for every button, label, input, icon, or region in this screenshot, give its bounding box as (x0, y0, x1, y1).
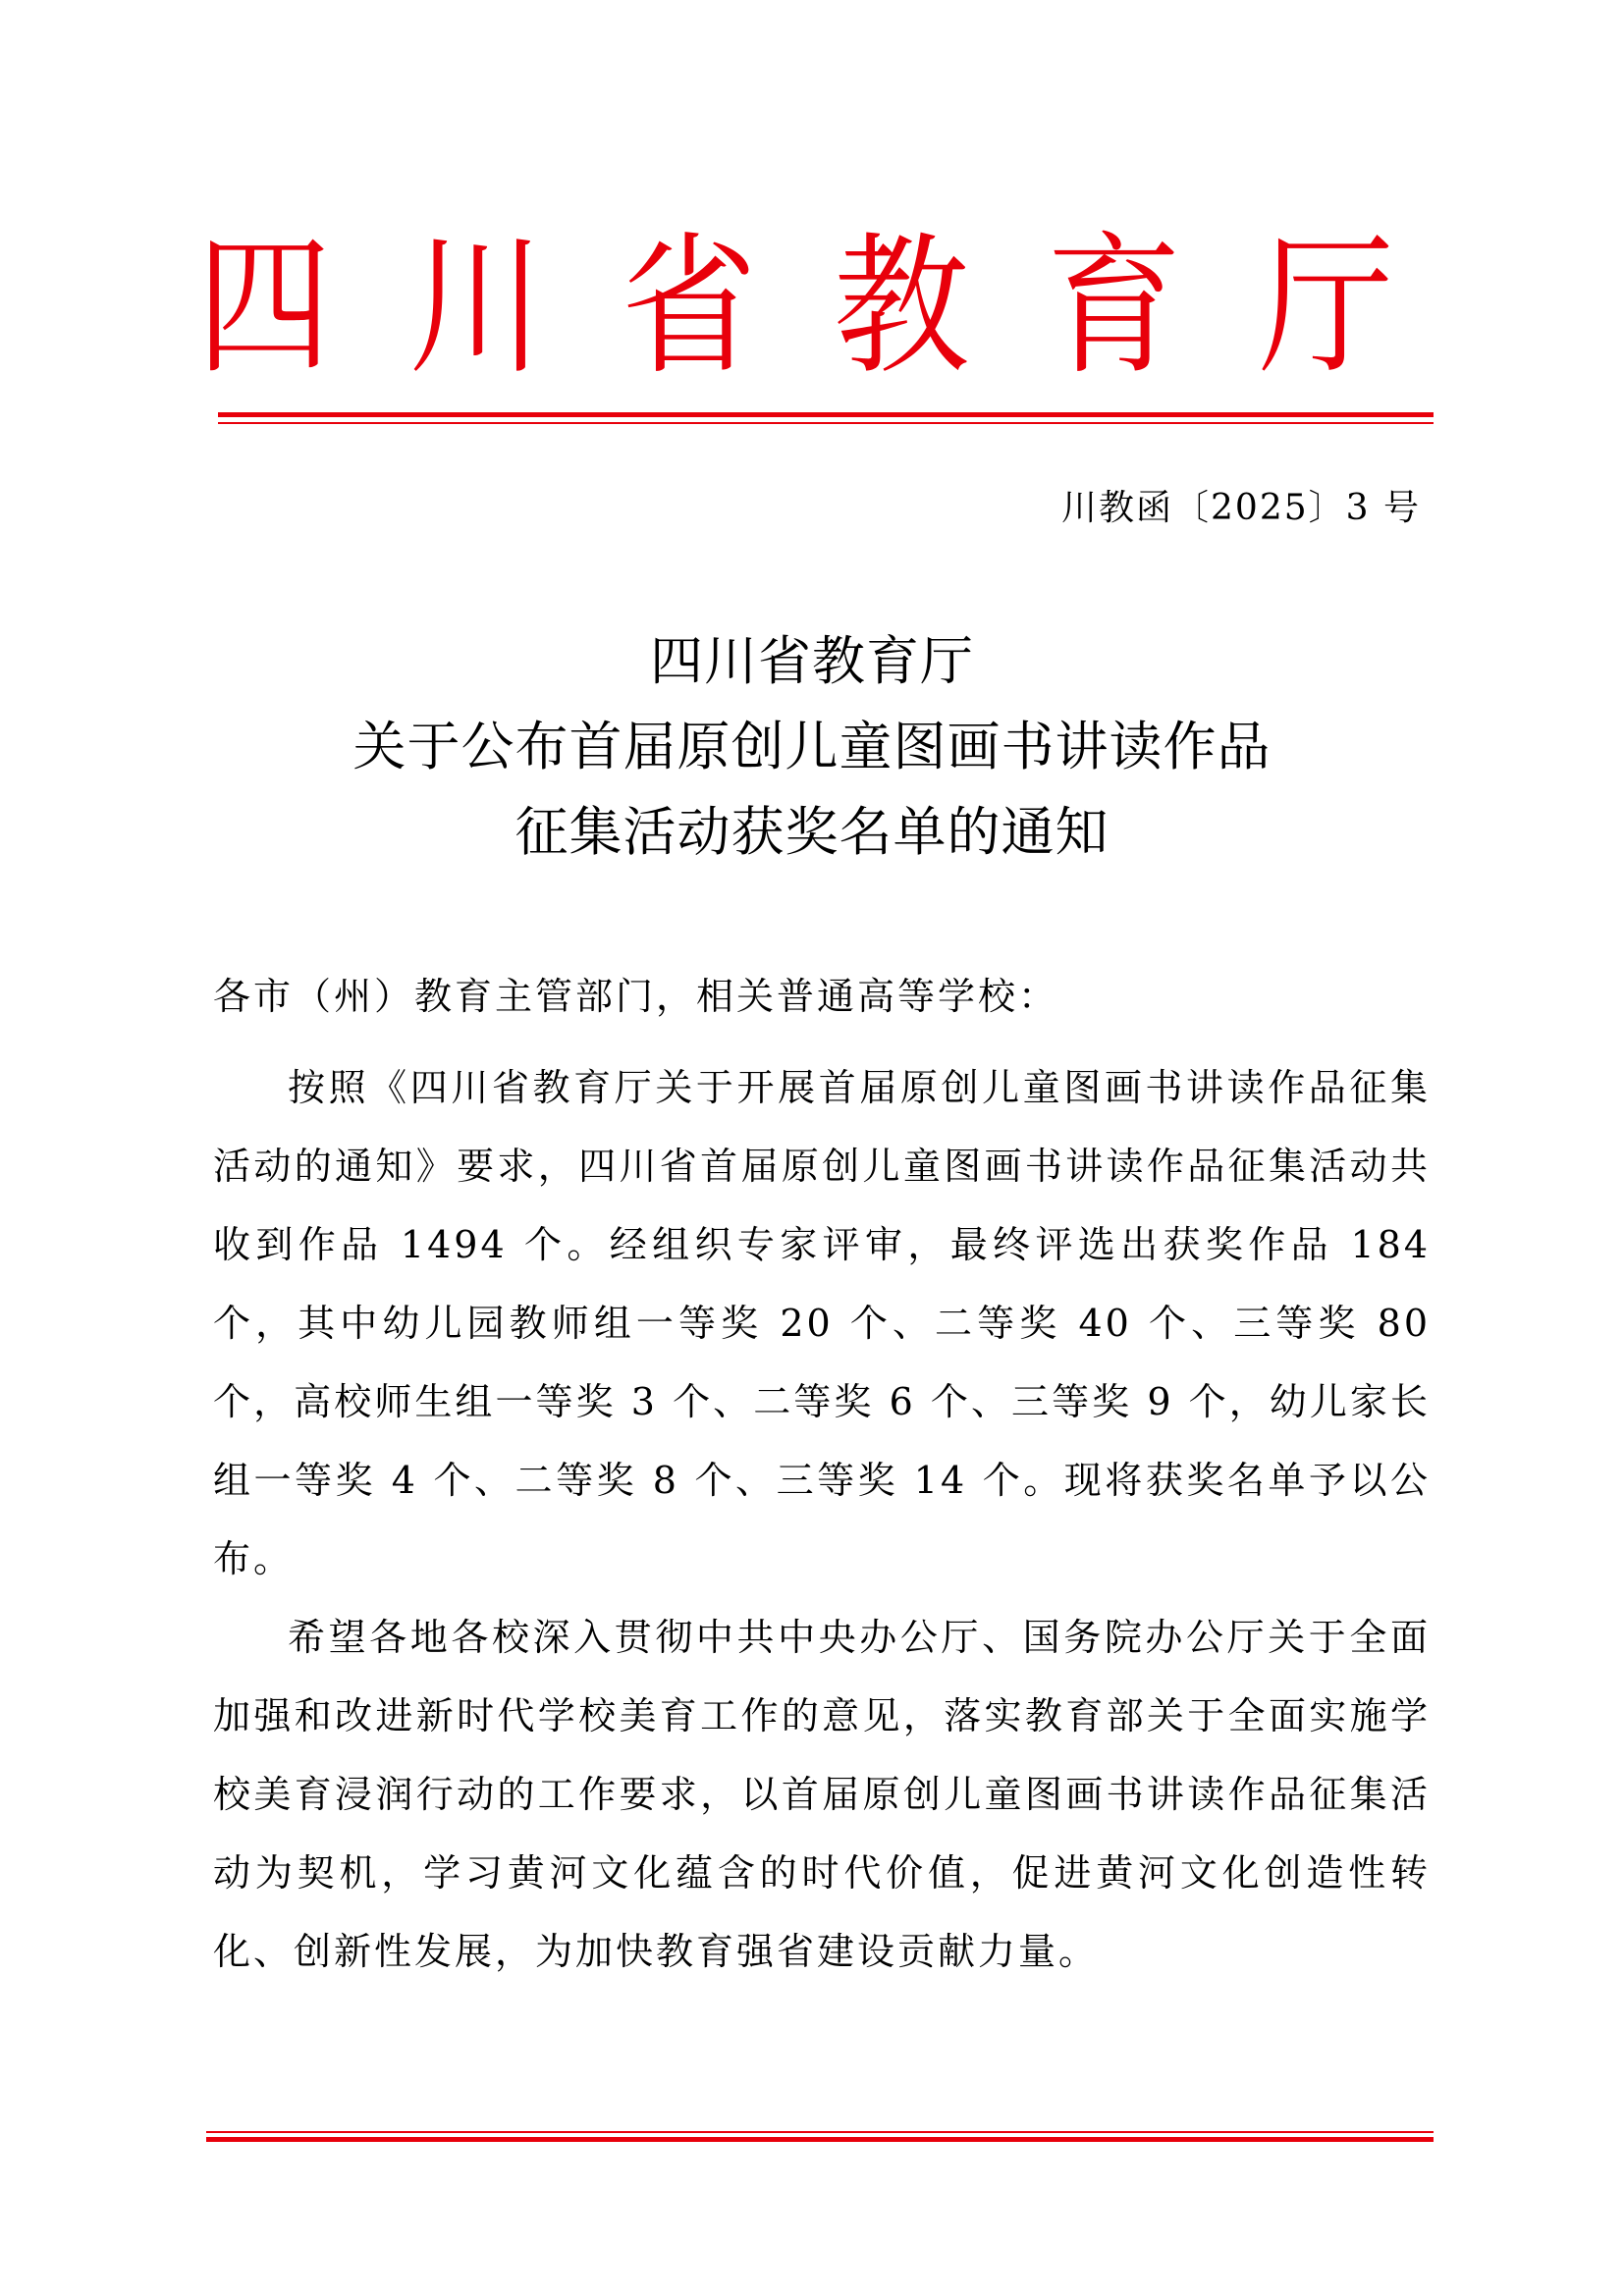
document-title (0, 618, 1624, 875)
letterhead-char: 厅 (1258, 218, 1394, 396)
letterhead-char: 教 (834, 218, 970, 396)
document-number: 川教函〔2025〕3 号 (1061, 488, 1421, 528)
header-rule-thick (218, 412, 1434, 417)
body-paragraph: 希望各地各校深入贯彻中共中央办公厅、国务院办公厅关于全面加强和改进新时代学校美育工作的意见，落实教育部关于全面实施学校美育浸润行动的工作要求，以首届原创儿童图画书讲读作品征集活动为契机，学习黄河文化蕴含的时代价值，促进黄河文化创造性转化、创新性发展，为加快教育强省建设贡献力量。 (213, 1616, 1431, 1973)
body-paragraph: 按照《四川省教育厅关于开展首届原创儿童图画书讲读作品征集活动的通知》要求，四川省首届原创儿童图画书讲读作品征集活动共收到作品 1494 个。经组织专家评审，最终评选出获奖作品 184 个，其中幼儿园教师组一等奖 20 个、二等奖 40 个、三等奖 80 个，高校师生组一等奖 3 个、二等奖 6 个、三等奖 9 个，幼儿家长组一等奖 4 个、二等奖 8 个、三等奖 14 个。现将获奖名单予以公布。 (213, 1066, 1431, 1580)
title-line: 四川省教育厅 (650, 630, 974, 692)
letterhead-char: 川 (408, 218, 545, 396)
letterhead-char: 四 (196, 218, 333, 396)
title-line: 关于公布首届原创儿童图画书讲读作品 (352, 716, 1272, 777)
letterhead (196, 218, 1394, 396)
footer-rule-thick (206, 2137, 1434, 2142)
header-rule-thin (218, 422, 1434, 424)
footer-rule-thin (206, 2131, 1434, 2133)
letterhead-char: 省 (621, 218, 757, 396)
letterhead-char: 育 (1046, 218, 1182, 396)
salutation: 各市（州）教育主管部门，相关普通高等学校： (213, 975, 1059, 1018)
document-body (213, 970, 1431, 1991)
title-line: 征集活动获奖名单的通知 (514, 801, 1110, 863)
